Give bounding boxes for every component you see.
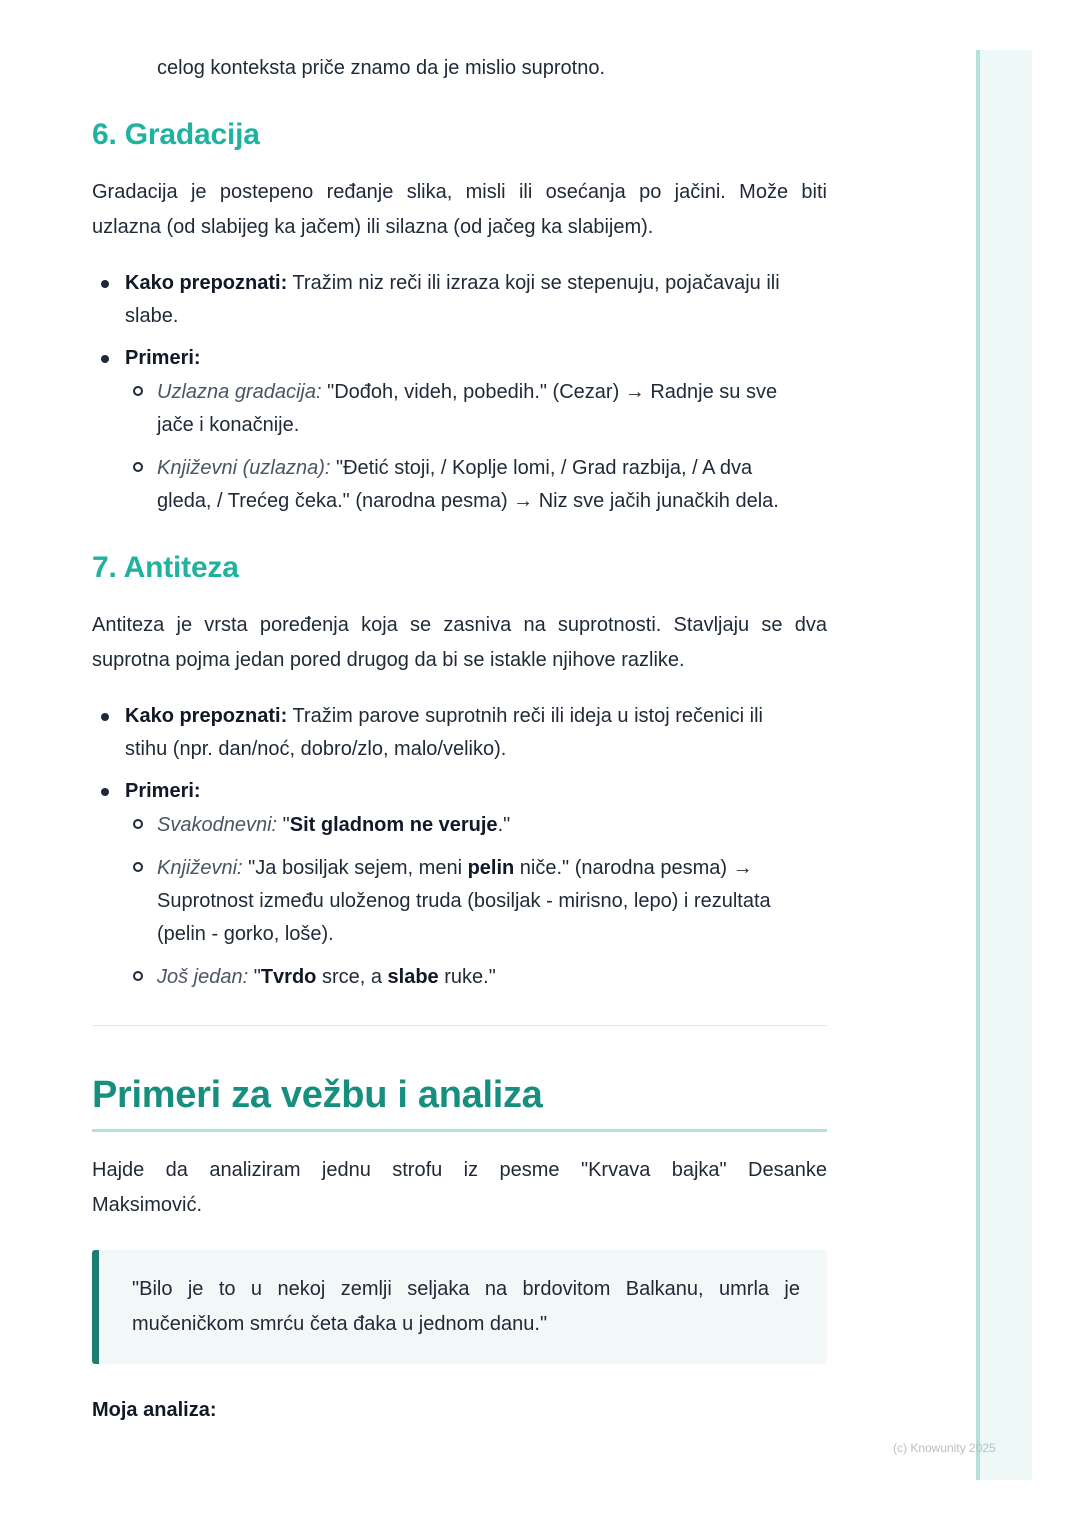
example-text: niče." (narodna pesma) →	[514, 857, 753, 879]
analysis-label	[92, 1394, 827, 1427]
analysis-label-text: Moja analiza:	[92, 1399, 217, 1421]
how-text: Tražim parove suprotnih reči ili ideja u istoj rečenici ili	[287, 705, 763, 727]
how-text: Tražim niz reči ili izraza koji se stepenuju, pojačavaju ili	[287, 272, 780, 294]
example-text: ."	[497, 814, 511, 836]
example-label: Još jedan:	[157, 966, 249, 988]
example-text: ruke."	[438, 966, 496, 988]
copyright-footer: (c) Knowunity 2025	[893, 1441, 996, 1455]
quote-line2: mučeničkom smrću četa đaka u jednom danu."	[132, 1313, 548, 1335]
circle-bullet-icon	[133, 971, 143, 981]
example-text: "Dođoh, videh, pobedih." (Cezar) → Radnje su sve	[321, 381, 778, 403]
example-bold: pelin	[467, 857, 515, 879]
antiteza-example-3	[157, 961, 827, 994]
section-divider	[92, 1025, 827, 1026]
side-panel	[976, 50, 1032, 1480]
practice-heading: Primeri za vežbu i analiza	[92, 1074, 543, 1116]
antiteza-how-line2: stihu (npr. dan/noć, dobro/zlo, malo/veliko).	[125, 738, 507, 760]
gradacija-para-line1: Gradacija je postepeno ređanje slika, misli ili osećanja po jačini. Može biti	[92, 181, 827, 203]
gradacija-example-1-line2: jače i konačnije.	[157, 414, 300, 436]
gradacija-how-item	[125, 267, 825, 300]
gradacija-para-line2: uzlazna (od slabijeg ka jačem) ili silazna (od jačeg ka slabijem).	[92, 216, 654, 238]
example-text: srce, a	[316, 966, 388, 988]
circle-bullet-icon	[133, 462, 143, 472]
example-bold: Tvrdo	[260, 966, 317, 988]
gradacija-how-line2: slabe.	[125, 305, 179, 327]
gradacija-example-1	[157, 376, 827, 409]
example-text: "	[277, 814, 290, 836]
blockquote-text	[132, 1272, 800, 1342]
section-heading-antiteza: 7. Antiteza	[92, 551, 239, 584]
gradacija-example-2-line2: gleda, / Trećeg čeka." (narodna pesma) → Niz sve jačih junačkih dela.	[157, 490, 779, 512]
antiteza-example-1	[157, 809, 827, 842]
examples-label: Primeri:	[125, 347, 201, 369]
blockquote	[92, 1250, 827, 1364]
bullet-icon	[101, 355, 109, 363]
example-bold: Sit gladnom ne veruje	[289, 814, 498, 836]
section-heading-gradacija: 6. Gradacija	[92, 118, 260, 151]
how-label: Kako prepoznati:	[125, 272, 288, 294]
heading-underline	[92, 1129, 827, 1132]
practice-para-line2: Maksimović.	[92, 1194, 203, 1216]
antiteza-para-line2: suprotna pojma jedan pored drugog da bi se istakle njihove razlike.	[92, 649, 685, 671]
circle-bullet-icon	[133, 386, 143, 396]
example-text: "Ja bosiljak sejem, meni	[242, 857, 468, 879]
antiteza-example-2-line3: (pelin - gorko, loše).	[157, 923, 334, 945]
example-label: Književni (uzlazna):	[157, 457, 331, 479]
gradacija-examples-item	[125, 342, 860, 375]
circle-bullet-icon	[133, 862, 143, 872]
example-bold: slabe	[387, 966, 439, 988]
antiteza-example-2-line2: Suprotnost između uloženog truda (bosiljak - mirisno, lepo) i rezultata	[157, 890, 771, 912]
examples-label: Primeri:	[125, 780, 201, 802]
circle-bullet-icon	[133, 819, 143, 829]
practice-para-line1: Hajde da analiziram jednu strofu iz pesme "Krvava bajka" Desanke	[92, 1159, 827, 1181]
bullet-icon	[101, 788, 109, 796]
example-label: Svakodnevni:	[157, 814, 278, 836]
intro-line: celog konteksta priče znamo da je mislio suprotno.	[157, 57, 606, 79]
antiteza-how-item	[125, 700, 825, 733]
example-text: "Đetić stoji, / Koplje lomi, / Grad razbija, / A dva	[330, 457, 753, 479]
antiteza-example-2	[157, 852, 827, 885]
bullet-icon	[101, 713, 109, 721]
antiteza-examples-item	[125, 775, 860, 808]
example-label: Uzlazna gradacija:	[157, 381, 322, 403]
quote-line1: "Bilo je to u nekoj zemlji seljaka na brdovitom Balkanu, umrla je	[132, 1278, 800, 1300]
example-label: Književni:	[157, 857, 243, 879]
example-text: "	[248, 966, 261, 988]
how-label: Kako prepoznati:	[125, 705, 288, 727]
gradacija-example-2	[157, 452, 827, 485]
bullet-icon	[101, 280, 109, 288]
antiteza-para-line1: Antiteza je vrsta poređenja koja se zasniva na suprotnosti. Stavljaju se dva	[92, 614, 827, 636]
